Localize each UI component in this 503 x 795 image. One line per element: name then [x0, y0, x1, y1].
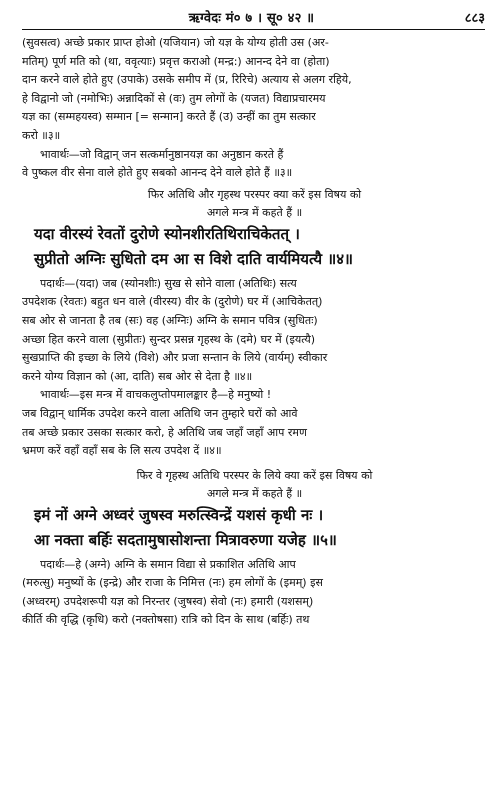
- header-rule: [22, 29, 485, 30]
- bhavartha-3: [22, 146, 487, 183]
- mantra-line: इमं नों अग्ने अध्वरं जुषस्व मरुत्स्विन्द्रें यशसं कृधी नः ।: [34, 505, 324, 524]
- text-line: यज्ञ का (सम्महयस्व) सम्मान [= सन्मान] करते हैं (उ) उन्हीं का तुम सत्कार: [22, 110, 316, 124]
- mantra-line: आ नक्ता बर्हिः सदतामुषासोशन्ता मित्रावरुणा यजेह ॥५॥: [34, 530, 337, 549]
- text-line: करो ॥३॥: [22, 128, 61, 142]
- text-line: भावार्थः—जो विद्वान् जन सत्कर्मानुष्ठानयज्ञ का अनुष्ठान करते हैं: [40, 147, 284, 161]
- page-number: ८८३: [464, 11, 485, 26]
- mantra-line: सुप्रीतो अग्निः सुधितो दम आ स विशे दाति वार्यमियत्यै ॥४॥: [34, 249, 354, 268]
- text-line: सब ओर से जानता है तब (सः) वह (अग्निः) अग्नि के समान पवित्र (सुधितः): [22, 313, 318, 327]
- text-line: भावार्थः—इस मन्त्र में वाचकलुप्तोपमालङ्कार है—हे मनुष्यो !: [40, 388, 272, 402]
- text-line: (सुवसत्व) अच्छे प्रकार प्राप्त होओ (यजियान) जो यज्ञ के योग्य होती उस (अर-: [22, 36, 329, 49]
- text-line: अच्छा हित करने वाला (सुप्रीतः) सुन्दर प्रसन्न गृहस्थ के (दमे) घर में (इयत्यै): [22, 332, 316, 346]
- text-line: जब विद्वान् धार्मिक उपदेश करने वाला अतिथि जन तुम्हारे घरों को आवे: [22, 406, 298, 420]
- bhavartha-4: [22, 386, 487, 460]
- text-line: दान करने वाले होते हुए (उपाके) उसके समीप में (प्र, रिरिचे) अत्याय से अलग रहिये,: [22, 73, 352, 87]
- intro-line: अगले मन्त्र में कहते हैं ॥: [206, 486, 303, 500]
- text-line: करने योग्य विज्ञान को (आ, दाति) सब ओर से देता है ॥४॥: [22, 369, 253, 383]
- mantra-line: यदा वीरस्यं रेवतों दुरोणे स्योनशीरतिथिराचिकेतत् ।: [34, 224, 300, 243]
- text-line: तब अच्छे प्रकार उसका सत्कार करो, हे अतिथि जब जहाँ जहाँ आप रमण: [22, 425, 307, 439]
- text-line: (अध्वरम्) उपदेशरूपी यज्ञ को निरन्तर (जुषस्व) सेवो (नः) हमारी (यशसम्): [22, 594, 314, 608]
- intro-line: अगले मन्त्र में कहते हैं ॥: [206, 205, 303, 219]
- intro-line: फिर वे गृहस्थ अतिथि परस्पर के लिये क्या करें इस विषय को: [136, 468, 373, 482]
- text-line: कीर्ति की वृद्धि (कृधि) करो (नक्तोषसा) रात्रि को दिन के साथ (बर्हिः) तथ: [22, 613, 310, 627]
- page-body: [22, 34, 487, 630]
- running-title: ऋग्वेदः मं० ७ । सू० ४२ ॥: [188, 11, 315, 26]
- text-line: उपदेशक (रेवतः) बहुत धन वाले (वीरस्य) वीर के (दुरोणे) घर में (आचिकेतत्): [22, 295, 323, 309]
- mantra-5: [22, 503, 487, 553]
- padartha-4: [22, 275, 487, 387]
- text-line: हे विद्वानो जो (नमोभिः) अन्नादिकों से (वः) तुम लोगों के (यजत) विद्याप्रचारमय: [22, 91, 326, 105]
- text-line: वे पुष्कल वीर सेना वाले होते हुए सबको आनन्द देने वाले होते हैं ॥३॥: [22, 166, 293, 180]
- section-intro-4: [22, 186, 487, 222]
- mantra-4: [22, 222, 487, 272]
- commentary-block-3: [22, 34, 487, 146]
- padartha-5: [22, 556, 487, 630]
- text-line: सुखप्राप्ति की इच्छा के लिये (विशे) और प्रजा सन्तान के लिये (वार्यम्) स्वीकार: [22, 351, 328, 365]
- page-header: [18, 6, 485, 28]
- text-line: (मरुत्सु) मनुष्यों के (इन्द्रे) और राजा के निमित्त (नः) हम लोगों के (इमम्) इस: [22, 576, 323, 590]
- intro-line: फिर अतिथि और गृहस्थ परस्पर क्या करें इस विषय को: [147, 187, 362, 201]
- text-line: मतिम्) पूर्ण मति को (था, ववृत्याः) प्रवृत्त कराओ (मन्द्र:) आनन्द देने वा (होता): [22, 54, 330, 68]
- text-line: भ्रमण करें वहाँ वहाँ सब के लि सत्य उपदेश दें ॥४॥: [22, 444, 222, 458]
- text-line: पदार्थः—हे (अग्ने) अग्नि के समान विद्या से प्रकाशित अतिथि आप: [40, 557, 296, 571]
- text-line: पदार्थः—(यदा) जब (स्योनशीः) सुख से सोने वाला (अतिथिः) सत्य: [40, 276, 297, 290]
- section-intro-5: [22, 467, 487, 503]
